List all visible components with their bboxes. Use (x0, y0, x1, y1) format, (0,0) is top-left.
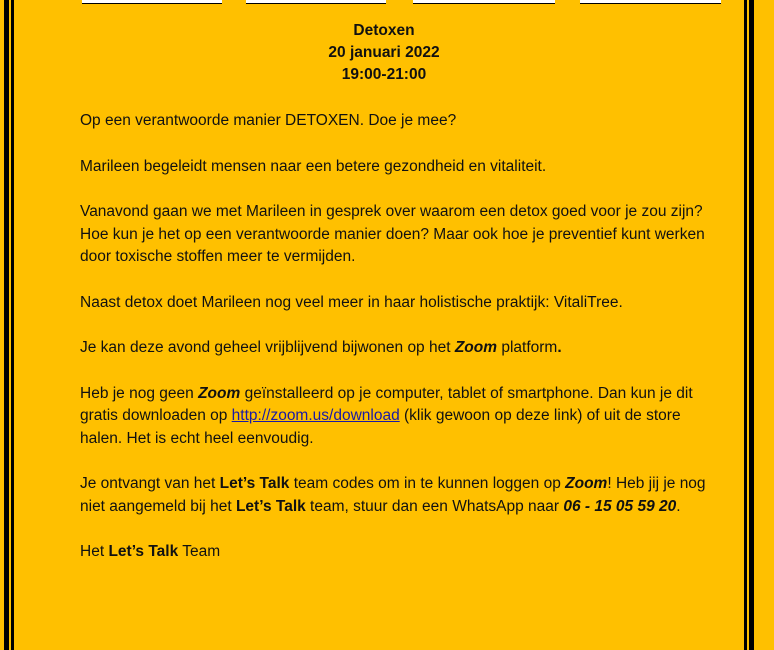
top-box-2 (246, 0, 386, 4)
event-time: 19:00-21:00 (341, 66, 427, 83)
top-boxes (0, 0, 774, 4)
zoom-download-link[interactable]: http://zoom.us/download (231, 407, 400, 424)
document-body (80, 110, 720, 587)
top-box-4 (580, 0, 721, 4)
signature-text: Het (80, 543, 109, 560)
attend-text-end: platform (497, 339, 558, 356)
topic-paragraph: Vanavond gaan we met Marileen in gesprek over waarom een detox goed voor je zou zijn? Hoe kun je het op een verantwoorde manier doen? Maar ook hoe je preventief kunt werken door toxische stoffen meer te vermijden. (80, 203, 705, 265)
zoom-label: Zoom (454, 339, 498, 356)
codes-text-mid2: ! Heb jij je nog niet aangemeld bij het (80, 475, 706, 515)
codes-text-mid3: team, stuur dan een WhatsApp naar (305, 497, 564, 515)
signature (80, 541, 720, 564)
attend-paragraph (80, 337, 720, 360)
team-name: Let’s Talk (219, 475, 290, 492)
event-header (0, 20, 768, 86)
practice-paragraph: Naast detox doet Marileen nog veel meer in haar holistische praktijk: VitaliTree. (80, 293, 623, 311)
guide-paragraph: Marileen begeleidt mensen naar een betere gezondheid en vitaliteit. (80, 157, 547, 175)
team-name: Let’s Talk (108, 543, 179, 560)
page-border-right (749, 0, 754, 650)
install-text: Heb je nog geen (80, 384, 199, 402)
codes-text-end: . (676, 497, 681, 515)
codes-paragraph (80, 473, 720, 518)
codes-text-mid: team codes om in te kunnen loggen op (289, 475, 566, 492)
team-name: Let’s Talk (235, 497, 306, 515)
install-text-end: (klik gewoon op deze link) of uit de store halen. Het is echt heel eenvoudig. (80, 407, 681, 447)
attend-text: Je kan deze avond geheel vrijblijvend bijwonen op het (80, 339, 455, 356)
install-paragraph (80, 383, 720, 451)
zoom-label: Zoom (198, 384, 241, 402)
intro-paragraph: Op een verantwoorde manier DETOXEN. Doe je mee? (80, 112, 457, 129)
install-text-mid: geïnstalleerd op je computer, tablet of smartphone. Dan kun je dit gratis downloaden op (80, 384, 693, 424)
zoom-label: Zoom (565, 475, 608, 492)
event-date: 20 januari 2022 (328, 44, 440, 61)
attend-period: . (557, 339, 562, 356)
signature-text-end: Team (178, 543, 221, 560)
phone-number: 06 - 15 05 59 20 (563, 497, 677, 515)
page-border-left (4, 0, 9, 650)
codes-text: Je ontvangt van het (80, 475, 220, 492)
event-title: Detoxen (353, 22, 415, 39)
top-box-1 (82, 0, 222, 4)
top-box-3 (413, 0, 555, 4)
